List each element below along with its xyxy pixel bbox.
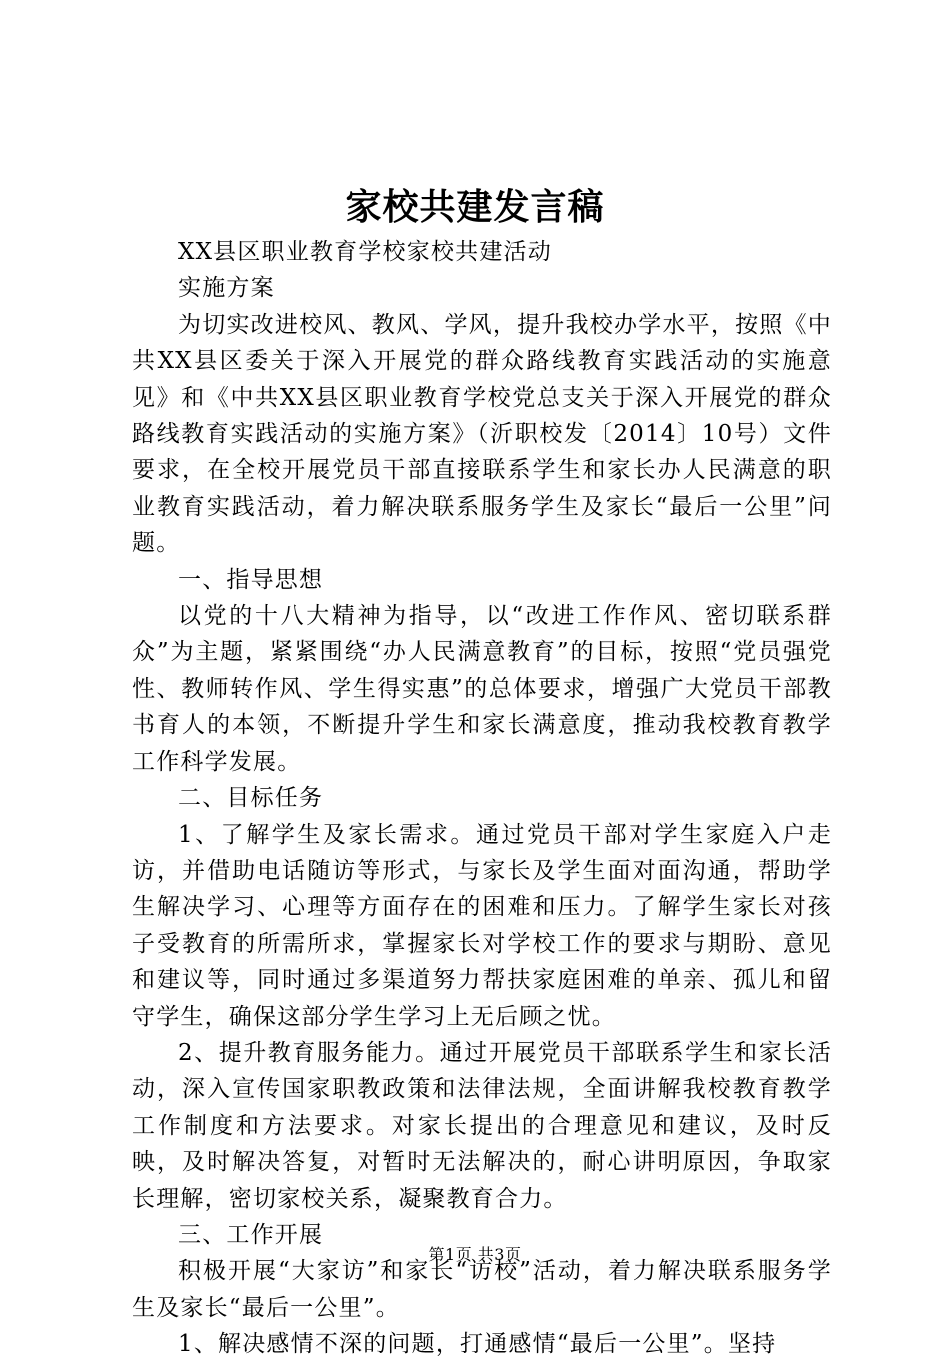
paragraph-goal-1: 1、了解学生及家长需求。通过党员干部对学生家庭入户走访，并借助电话随访等形式，与家长及学生面对面沟通，帮助学生解决学习、心理等方面存在的困难和压力。了解学生家长对孩子受教育的所需所求，掌握家长对学校工作的要求与期盼、意见和建议等，同时通过多渠道努力帮扶家庭困难的单亲、孤儿和留守学生，确保这部分学生学习上无后顾之忧。	[132, 821, 832, 1030]
paragraph-guiding-ideology: 以党的十八大精神为指导，以“改进工作作风、密切联系群众”为主题，紧紧围绕“办人民满意教育”的目标，按照“党员强党性、教师转作风、学生得实惠”的总体要求，增强广大党员干部教书育人的本领，不断提升学生和家长满意度，推动我校教育教学工作科学发展。	[132, 603, 832, 775]
section-heading-goals: 二、目标任务	[178, 785, 324, 812]
section-heading-guiding-ideology: 一、指导思想	[178, 566, 324, 593]
paragraph-work-intro: 积极开展“大家访”和家长“访校”活动，着力解决联系服务学生及家长“最后一公里”。	[132, 1258, 832, 1321]
section-heading-work: 三、工作开展	[178, 1221, 324, 1248]
paragraph-work-1: 1、解决感情不深的问题，打通感情“最后一公里”。坚持	[178, 1331, 777, 1358]
page-footer: 第1页 共3页	[428, 1245, 522, 1264]
paragraph-intro: 为切实改进校风、教风、学风，提升我校办学水平，按照《中共XX县区委关于深入开展党的群众路线教育实践活动的实施意见》和《中共XX县区职业教育学校党总支关于深入开展党的群众路线教育实践活动的实施方案》（沂职校发〔2014〕10号）文件要求，在全校开展党员干部直接联系学生和家长办人民满意的职业教育实践活动，着力解决联系服务学生及家长“最后一公里”问题。	[132, 311, 832, 557]
document-body	[132, 234, 832, 1363]
paragraph-subtitle-line1: XX县区职业教育学校家校共建活动	[178, 239, 552, 265]
document-title: 家校共建发言稿	[345, 187, 605, 228]
paragraph-subtitle-line2: 实施方案	[178, 275, 275, 302]
paragraph-goal-2: 2、提升教育服务能力。通过开展党员干部联系学生和家长活动，深入宣传国家职教政策和法律法规，全面讲解我校教育教学工作制度和方法要求。对家长提出的合理意见和建议，及时反映，及时解决答复，对暂时无法解决的，耐心讲明原因，争取家长理解，密切家校关系，凝聚教育合力。	[132, 1039, 832, 1212]
